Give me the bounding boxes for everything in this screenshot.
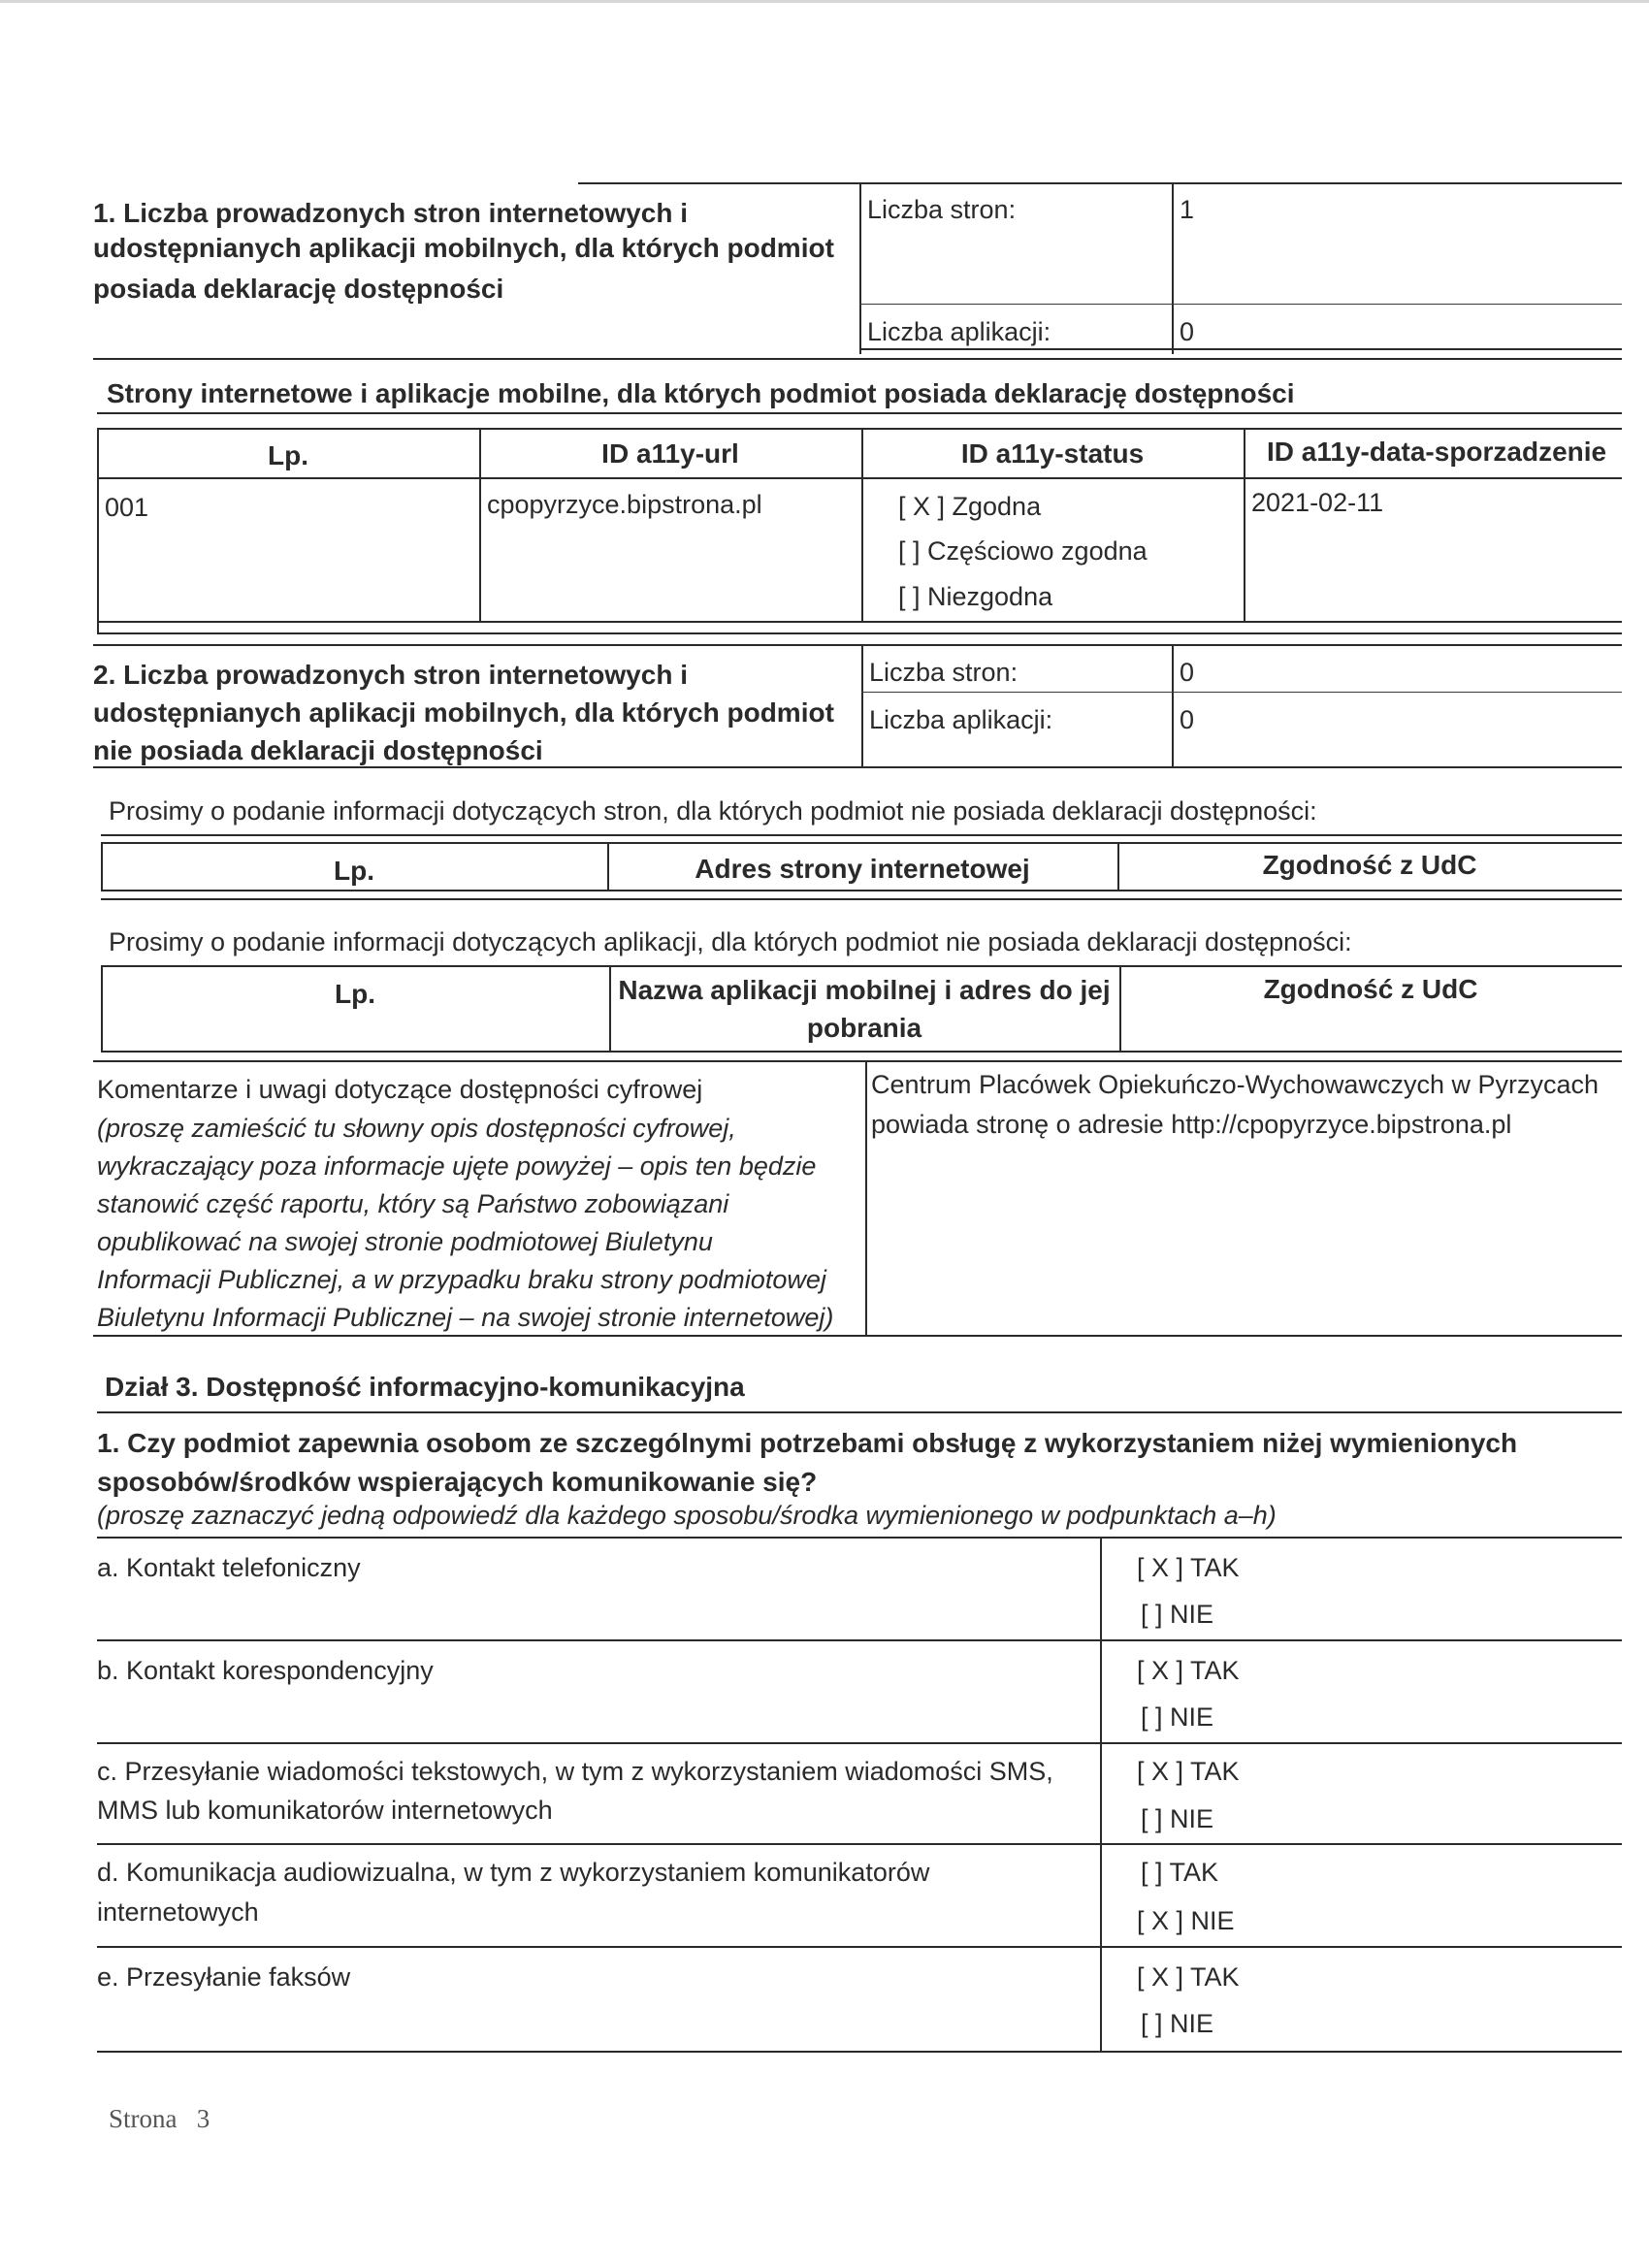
comm-item-d-label-line-2: internetowych — [97, 1897, 259, 1927]
undeclared-apps-caption: Prosimy o podanie informacji dotyczących aplikacji, dla których podmiot nie posiada deklaracji dostępności: — [109, 927, 1352, 956]
section2-pages-label: Liczba stron: — [869, 658, 1018, 687]
comments-answer-line-2: powiada stronę o adresie http://cpopyrzyce.bipstrona.pl — [871, 1110, 1512, 1139]
section2-apps-value: 0 — [1180, 705, 1195, 734]
comments-hint-line-2: wykraczający poza informacje ujęte powyżej – opis ten będzie — [97, 1151, 817, 1181]
comments-hint-line-6: Biuletynu Informacji Publicznej – na swojej stronie internetowej) — [97, 1303, 834, 1332]
dzial3-question-line-2: sposobów/środków wspierających komunikowanie się? — [97, 1467, 818, 1497]
declared-header-status: ID a11y-status — [960, 438, 1145, 469]
section1-title-line-2: udostępnianych aplikacji mobilnych, dla których podmiot — [93, 233, 834, 263]
declared-row-date: 2021-02-11 — [1251, 488, 1384, 517]
comm-item-b-yes: [ X ] TAK — [1137, 1656, 1240, 1685]
declared-header-url: ID a11y-url — [601, 438, 739, 469]
comments-hint-line-1: (proszę zamieścić tu słowny opis dostępności cyfrowej, — [97, 1114, 736, 1143]
declared-row-url: cpopyrzyce.bipstrona.pl — [487, 490, 762, 519]
section1-pages-label: Liczba stron: — [867, 195, 1017, 224]
comments-hint-line-3: stanowić część raportu, który są Państwo zobowiązani — [97, 1189, 729, 1218]
section2-pages-value: 0 — [1180, 658, 1195, 687]
page-number: Strona 3 — [109, 2104, 210, 2133]
comm-item-a-label: a. Kontakt telefoniczny — [97, 1553, 361, 1582]
undeclared-apps-header-name-line-1: Nazwa aplikacji mobilnej i adres do jej — [618, 975, 1111, 1005]
section2-apps-label: Liczba aplikacji: — [869, 705, 1053, 734]
section2-title-line-1: 2. Liczba prowadzonych stron internetowych i — [93, 660, 688, 690]
dzial3-title: Dział 3. Dostępność informacyjno-komunikacyjna — [105, 1372, 745, 1402]
comm-item-a-no: [ ] NIE — [1141, 1600, 1214, 1629]
section1-apps-value: 0 — [1180, 317, 1195, 346]
comments-label: Komentarze i uwagi dotyczące dostępności cyfrowej — [97, 1075, 703, 1104]
comm-item-d-no: [ X ] NIE — [1137, 1906, 1235, 1935]
status-option-zgodna: [ X ] Zgodna — [898, 492, 1042, 521]
comm-item-c-label-line-1: c. Przesyłanie wiadomości tekstowych, w tym z wykorzystaniem wiadomości SMS, — [97, 1757, 1053, 1786]
comm-item-e-no: [ ] NIE — [1141, 2009, 1214, 2038]
undeclared-apps-header-lp: Lp. — [335, 979, 375, 1009]
comm-item-e-label: e. Przesyłanie faksów — [97, 1962, 351, 1992]
declared-table-caption: Strony internetowe i aplikacje mobilne, dla których podmiot posiada deklarację dostępności — [107, 378, 1295, 408]
section2-title-line-2: udostępnianych aplikacji mobilnych, dla których podmiot — [93, 697, 834, 728]
scan-edge — [0, 0, 1649, 3]
dzial3-question-line-1: 1. Czy podmiot zapewnia osobom ze szczególnymi potrzebami obsługę z wykorzystaniem niżej wymienionych — [97, 1428, 1518, 1458]
section1-apps-label: Liczba aplikacji: — [867, 317, 1051, 346]
comments-answer-line-1: Centrum Placówek Opiekuńczo-Wychowawczych w Pyrzycach — [871, 1070, 1600, 1099]
status-option-czesciowo: [ ] Częściowo zgodna — [898, 536, 1148, 566]
comm-item-c-no: [ ] NIE — [1141, 1804, 1214, 1833]
undeclared-apps-header-udc: Zgodność z UdC — [1263, 974, 1478, 1004]
section1-title-line-3: posiada deklarację dostępności — [93, 274, 504, 304]
comm-item-b-label: b. Kontakt korespondencyjny — [97, 1656, 434, 1685]
section1-pages-value: 1 — [1180, 195, 1195, 224]
comm-item-b-no: [ ] NIE — [1141, 1702, 1214, 1732]
status-option-niezgodna: [ ] Niezgodna — [898, 582, 1053, 611]
dzial3-instruction: (proszę zaznaczyć jedną odpowiedź dla każdego sposobu/środka wymienionego w podpunktach a–h) — [97, 1501, 1277, 1530]
section2-title-line-3: nie posiada deklaracji dostępności — [93, 735, 543, 765]
section1-title-line-1: 1. Liczba prowadzonych stron internetowych i — [93, 198, 688, 228]
undeclared-pages-header-udc: Zgodność z UdC — [1262, 850, 1477, 880]
undeclared-pages-header-address: Adres strony internetowej — [695, 854, 1030, 884]
comm-item-a-yes: [ X ] TAK — [1137, 1553, 1240, 1582]
comments-hint-line-5: Informacji Publicznej, a w przypadku braku strony podmiotowej — [97, 1265, 826, 1294]
comm-item-c-yes: [ X ] TAK — [1137, 1757, 1240, 1786]
undeclared-apps-header-name-line-2: pobrania — [806, 1013, 922, 1043]
comments-hint-line-4: opublikować na swojej stronie podmiotowej Biuletynu — [97, 1227, 713, 1256]
declared-header-date: ID a11y-data-sporzadzenie — [1267, 437, 1607, 467]
comm-item-d-label-line-1: d. Komunikacja audiowizualna, w tym z wykorzystaniem komunikatorów — [97, 1858, 930, 1887]
comm-item-d-yes: [ ] TAK — [1141, 1858, 1219, 1887]
undeclared-pages-caption: Prosimy o podanie informacji dotyczących stron, dla których podmiot nie posiada deklaracji dostępności: — [109, 796, 1317, 826]
declared-header-lp: Lp. — [268, 440, 308, 470]
comm-item-e-yes: [ X ] TAK — [1137, 1962, 1240, 1992]
comm-item-c-label-line-2: MMS lub komunikatorów internetowych — [97, 1796, 553, 1825]
declared-row-lp: 001 — [105, 493, 149, 522]
undeclared-pages-header-lp: Lp. — [334, 856, 374, 886]
